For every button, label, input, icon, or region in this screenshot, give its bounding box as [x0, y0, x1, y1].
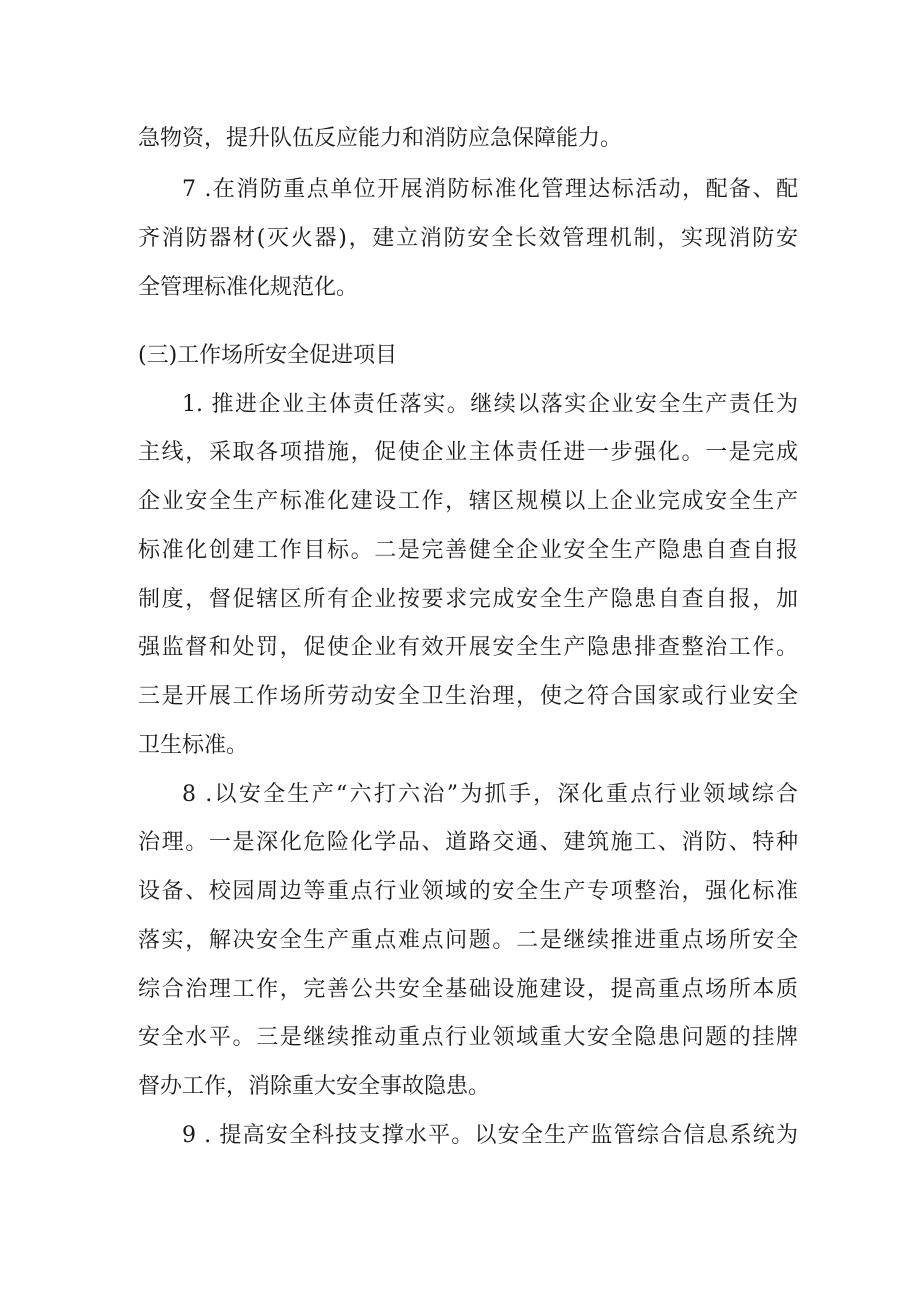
- text-line: 制度，督促辖区所有企业按要求完成安全生产隐患自查自报，加: [138, 587, 798, 612]
- text-line: 1. 推进企业主体责任落实。继续以落实企业安全生产责任为: [182, 392, 798, 417]
- text-line: 8 .以安全生产“六打六治”为抓手，深化重点行业领域综合: [182, 782, 798, 807]
- text-line: 主线，采取各项措施，促使企业主体责任进一步强化。一是完成: [138, 440, 798, 465]
- text-line: 督办工作，消除重大安全事故隐患。: [138, 1074, 491, 1099]
- text-line: 7 .在消防重点单位开展消防标准化管理达标活动，配备、配: [182, 177, 798, 202]
- text-line: 齐消防器材(灭火器)，建立消防安全长效管理机制，实现消防安: [138, 226, 798, 251]
- text-line: 落实，解决安全生产重点难点问题。二是继续推进重点场所安全: [138, 928, 798, 953]
- text-line: 安全水平。三是继续推动重点行业领域重大安全隐患问题的挂牌: [138, 1025, 798, 1050]
- text-line: 设备、校园周边等重点行业领域的安全生产专项整治，强化标准: [138, 879, 798, 904]
- text-line: 综合治理工作，完善公共安全基础设施建设，提高重点场所本质: [138, 977, 798, 1002]
- section-heading: (三)工作场所安全促进项目: [138, 343, 398, 368]
- text-line: 全管理标准化规范化。: [138, 275, 359, 300]
- text-line: 急物资，提升队伍反应能力和消防应急保障能力。: [138, 126, 623, 151]
- text-line: 治理。一是深化危险化学品、道路交通、建筑施工、消防、特种: [138, 830, 798, 855]
- text-line: 卫生标准。: [138, 733, 249, 758]
- text-line: 9 . 提高安全科技支撑水平。以安全生产监管综合信息系统为: [182, 1123, 798, 1148]
- text-line: 标准化创建工作目标。二是完善健全企业安全生产隐患自查自报: [138, 538, 798, 563]
- text-line: 企业安全生产标准化建设工作，辖区规模以上企业完成安全生产: [138, 489, 798, 514]
- text-line: 三是开展工作场所劳动安全卫生治理，使之符合国家或行业安全: [138, 684, 798, 709]
- text-line: 强监督和处罚，促使企业有效开展安全生产隐患排查整治工作。: [138, 635, 798, 660]
